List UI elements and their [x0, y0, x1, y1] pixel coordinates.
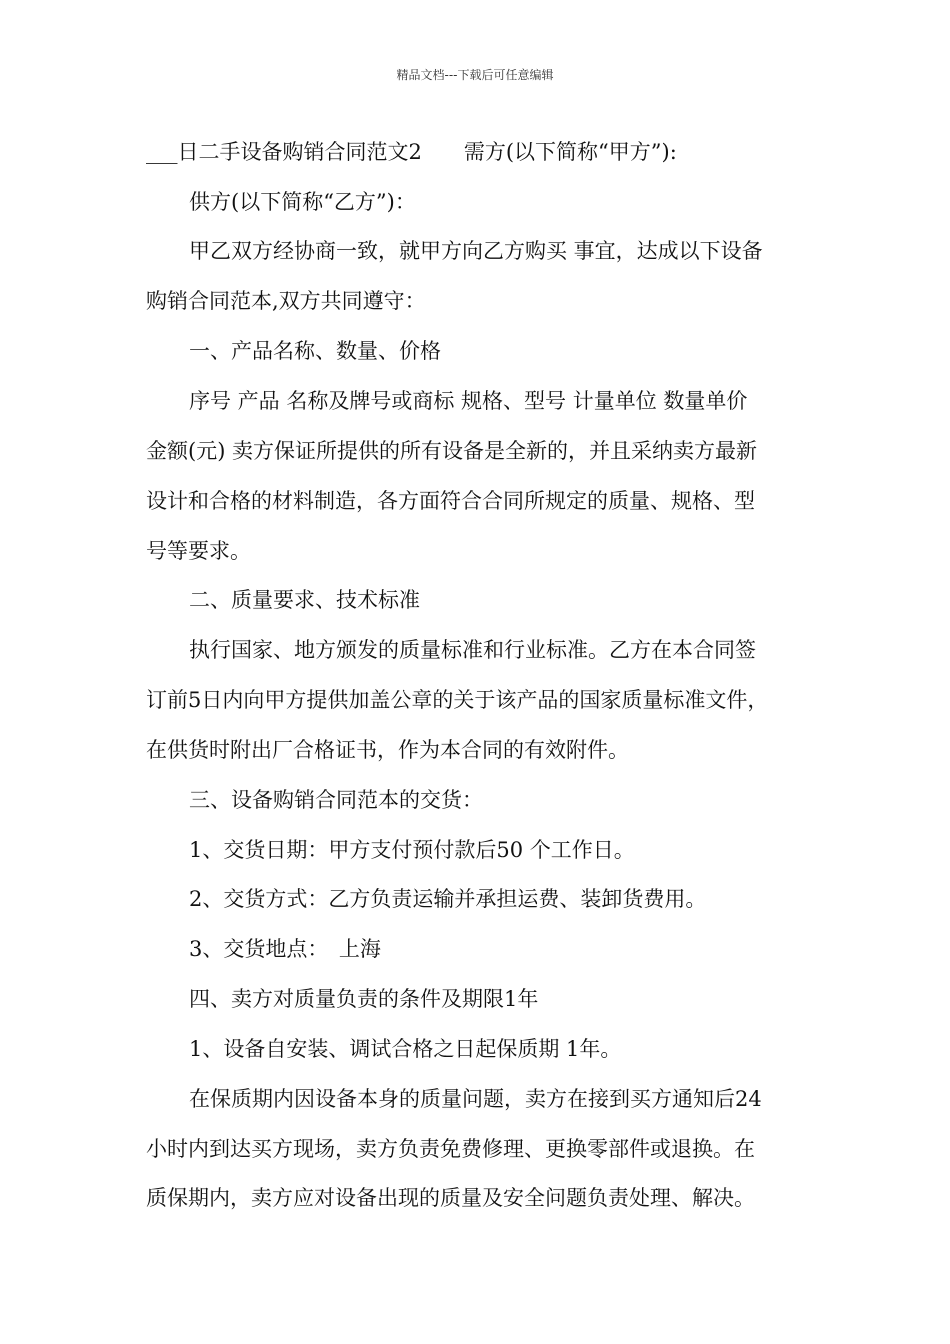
- text-line: ___日二手设备购销合同范文2 需方(以下简称“甲方”):: [146, 140, 677, 164]
- text-line: 号等要求。: [146, 539, 251, 563]
- section-heading: 一、产品名称、数量、价格: [189, 339, 441, 363]
- section-heading: 二、质量要求、技术标准: [189, 588, 420, 612]
- text-line: 购销合同范本,双方共同遵守：: [146, 289, 426, 313]
- text-line: 序号 产品 名称及牌号或商标 规格、型号 计量单位 数量单价: [189, 389, 748, 413]
- text-line: 在保质期内因设备本身的质量问题，卖方在接到买方通知后24: [189, 1087, 762, 1111]
- text-line: 金额(元) 卖方保证所提供的所有设备是全新的，并且采纳卖方最新: [146, 439, 758, 463]
- text-line: 订前5日内向甲方提供加盖公章的关于该产品的国家质量标准文件，: [146, 688, 769, 712]
- text-line: 2、交货方式：乙方负责运输并承担运费、装卸货费用。: [189, 887, 707, 911]
- text-line: 1、交货日期：甲方支付预付款后50 个工作日。: [189, 838, 635, 862]
- section-heading: 四、卖方对质量负责的条件及期限1年: [189, 987, 539, 1011]
- text-line: 供方(以下简称“乙方”)：: [189, 190, 416, 214]
- section-heading: 三、设备购销合同范本的交货：: [189, 788, 483, 812]
- text-line: 设计和合格的材料制造，各方面符合合同所规定的质量、规格、型: [146, 489, 755, 513]
- text-line: 质保期内，卖方应对设备出现的质量及安全问题负责处理、解决。: [146, 1186, 755, 1210]
- text-line: 甲乙双方经协商一致，就甲方向乙方购买 事宜，达成以下设备: [189, 239, 763, 263]
- text-line: 在供货时附出厂合格证书，作为本合同的有效附件。: [146, 738, 629, 762]
- page-header: 精品文档---下载后可任意编辑: [396, 68, 554, 82]
- text-line: 小时内到达买方现场，卖方负责免费修理、更换零部件或退换。在: [146, 1137, 755, 1161]
- text-line: 3、交货地点： 上海: [189, 937, 381, 961]
- text-line: 执行国家、地方颁发的质量标准和行业标准。乙方在本合同签: [189, 638, 756, 662]
- text-line: 1、设备自安装、调试合格之日起保质期 1年。: [189, 1037, 622, 1061]
